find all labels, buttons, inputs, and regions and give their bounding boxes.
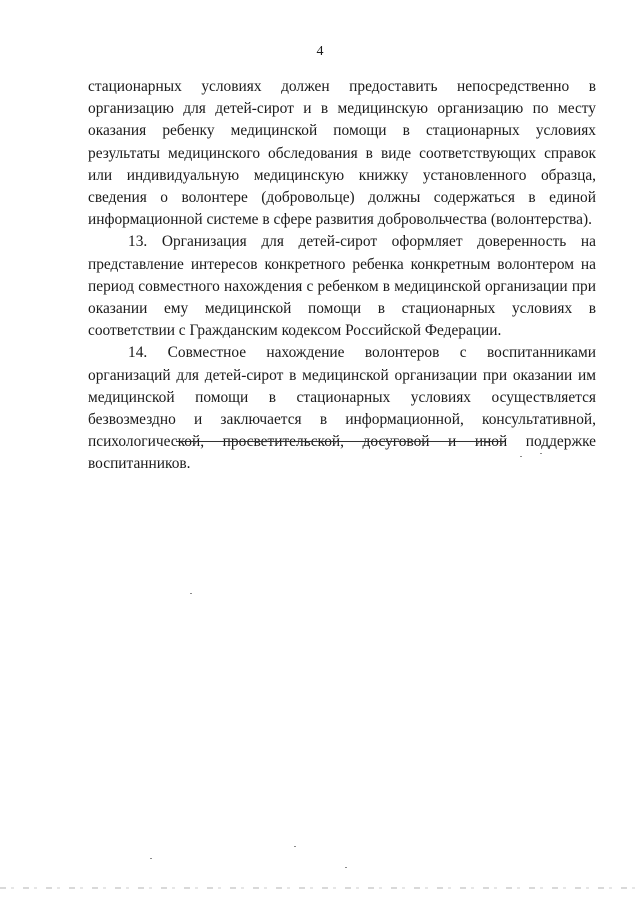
page-number: 4 xyxy=(316,44,324,59)
paragraph-item-13: 13. Организация для детей-сирот оформляет доверенность на представление интересов конкретного ребенка конкретным волонтером на период совместного нахождения с ребенком в медицинской организации при оказании ему медицинской помощи в стационарных условиях в соответствии с Гражданским кодексом Российской Федерации. xyxy=(88,233,596,340)
scan-bottom-edge xyxy=(0,887,640,889)
paragraph-continuation: стационарных условиях должен предоставить непосредственно в организацию для детей-сирот и в медицинскую организацию по месту оказания ребенку медицинской помощи в стационарных условиях результаты медицинского обследования в виде соответствующих справок или индивидуальную медицинскую книжку установленного образца, сведения о волонтере (добровольце) должны содержаться в единой информационной системе в сфере развития добровольчества (волонтерства). xyxy=(88,78,596,229)
scan-speck xyxy=(294,846,296,847)
scan-speck xyxy=(540,453,542,454)
end-separator-line xyxy=(176,441,506,442)
document-body xyxy=(88,76,596,476)
paragraph-item-14: 14. Совместное нахождение волонтеров с воспитанниками организаций для детей-сирот в медицинской организации при оказании им медицинской помощи в стационарных условиях осуществляется безвозмездно и заключается в информационной, консультативной, психологической, просветительской, досуговой и иной поддержке воспитанников. xyxy=(88,344,596,473)
scan-speck xyxy=(150,858,152,859)
scan-speck xyxy=(520,456,522,457)
scan-speck xyxy=(345,867,347,868)
scan-speck xyxy=(190,593,192,594)
